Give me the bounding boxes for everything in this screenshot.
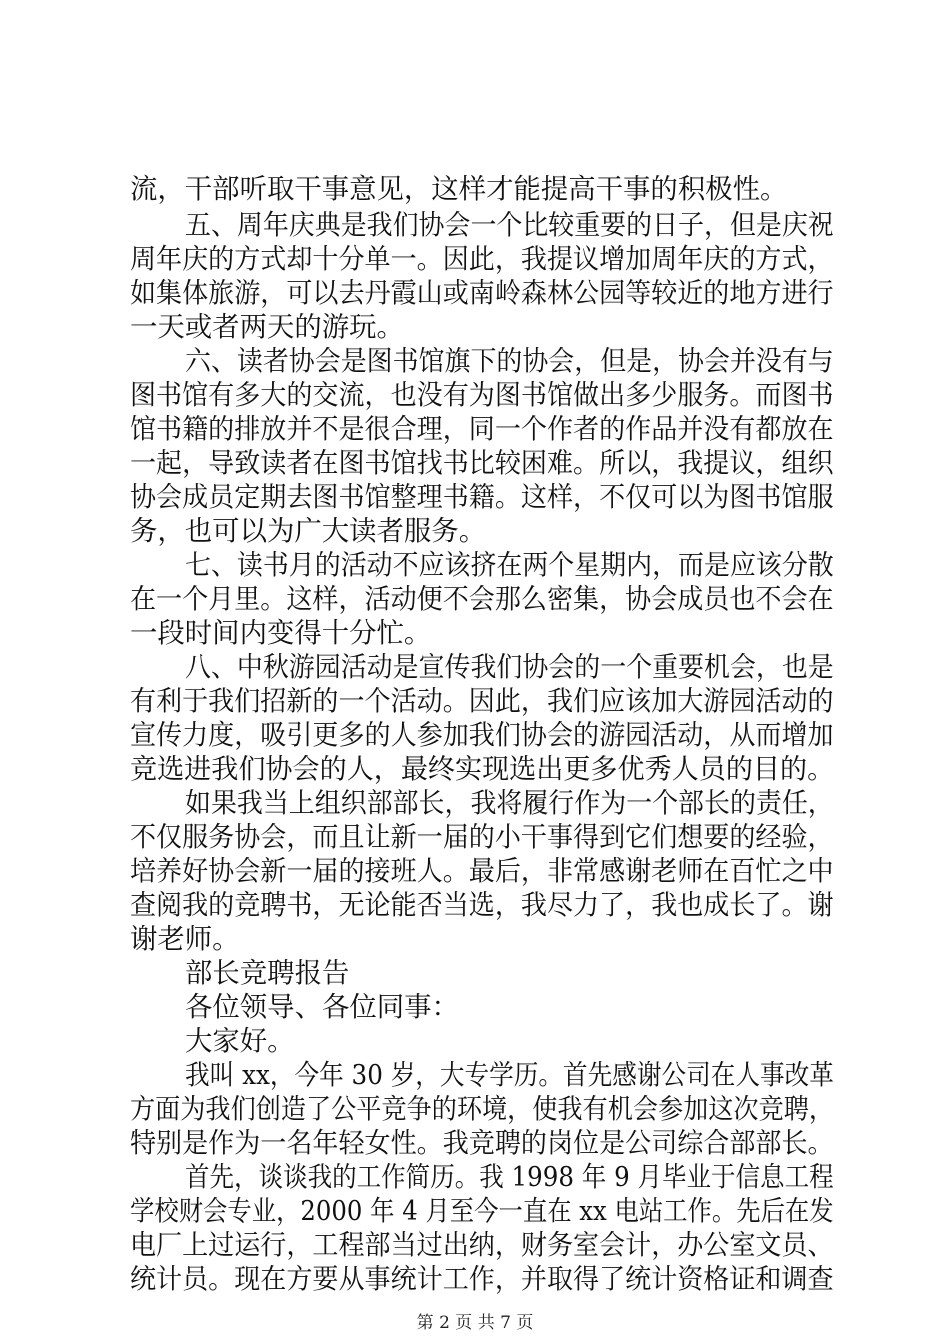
- paragraph-line: 如果我当上组织部部长，我将履行作为一个部长的责任，: [185, 788, 834, 819]
- text-line: 不仅服务协会，而且让新一届的小干事得到它们想要的经验，: [130, 822, 834, 853]
- text-line: 学校财会专业，2000 年 4 月至今一直在 xx 电站工作。先后在发: [130, 1196, 834, 1227]
- section-title: 部长竞聘报告: [185, 958, 350, 989]
- text-line: 方面为我们创造了公平竞争的环境，使我有机会参加这次竞聘，: [130, 1094, 834, 1125]
- text-line: 特别是作为一名年轻女性。我竞聘的岗位是公司综合部部长。: [130, 1128, 834, 1159]
- paragraph-line: 首先，谈谈我的工作简历。我 1998 年 9 月毕业于信息工程: [185, 1162, 834, 1193]
- text-line: 协会成员定期去图书馆整理书籍。这样，不仅可以为图书馆服: [130, 482, 834, 513]
- text-line: 统计员。现在方要从事统计工作，并取得了统计资格证和调查: [130, 1264, 834, 1295]
- page-number: 第 2 页 共 7 页: [416, 1313, 534, 1333]
- text-line: 宣传力度，吸引更多的人参加我们协会的游园活动，从而增加: [130, 720, 834, 751]
- salutation: 各位领导、各位同事：: [185, 992, 459, 1023]
- paragraph-line: 我叫 xx，今年 30 岁，大专学历。首先感谢公司在人事改革: [185, 1060, 834, 1091]
- text-line: 一起，导致读者在图书馆找书比较困难。所以，我提议，组织: [130, 448, 834, 479]
- text-line: 查阅我的竞聘书，无论能否当选，我尽力了，我也成长了。谢: [130, 890, 834, 921]
- text-line: 务，也可以为广大读者服务。: [130, 516, 487, 547]
- paragraph-line: 六、读者协会是图书馆旗下的协会，但是，协会并没有与: [185, 346, 834, 377]
- text-line: 流，干部听取干事意见，这样才能提高干事的积极性。: [130, 174, 788, 205]
- text-line: 在一个月里。这样，活动便不会那么密集，协会成员也不会在: [130, 584, 834, 615]
- text-line: 电厂上过运行，工程部当过出纳，财务室会计，办公室文员、: [130, 1230, 834, 1261]
- text-line: 一段时间内变得十分忙。: [130, 618, 432, 649]
- text-line: 谢老师。: [130, 924, 240, 955]
- greeting: 大家好。: [185, 1026, 295, 1057]
- text-line: 培养好协会新一届的接班人。最后，非常感谢老师在百忙之中: [130, 856, 834, 887]
- paragraph-line: 七、读书月的活动不应该挤在两个星期内，而是应该分散: [185, 550, 834, 581]
- text-line: 周年庆的方式却十分单一。因此，我提议增加周年庆的方式，: [130, 244, 834, 275]
- text-line: 有利于我们招新的一个活动。因此，我们应该加大游园活动的: [130, 686, 834, 717]
- text-line: 一天或者两天的游玩。: [130, 312, 404, 343]
- paragraph-line: 八、中秋游园活动是宣传我们协会的一个重要机会，也是: [185, 652, 834, 683]
- text-line: 馆书籍的排放并不是很合理，同一个作者的作品并没有都放在: [130, 414, 834, 445]
- text-line: 如集体旅游，可以去丹霞山或南岭森林公园等较近的地方进行: [130, 278, 834, 309]
- text-line: 图书馆有多大的交流，也没有为图书馆做出多少服务。而图书: [130, 380, 834, 411]
- text-line: 竞选进我们协会的人，最终实现选出更多优秀人员的目的。: [130, 754, 835, 785]
- paragraph-line: 五、周年庆典是我们协会一个比较重要的日子，但是庆祝: [185, 210, 834, 241]
